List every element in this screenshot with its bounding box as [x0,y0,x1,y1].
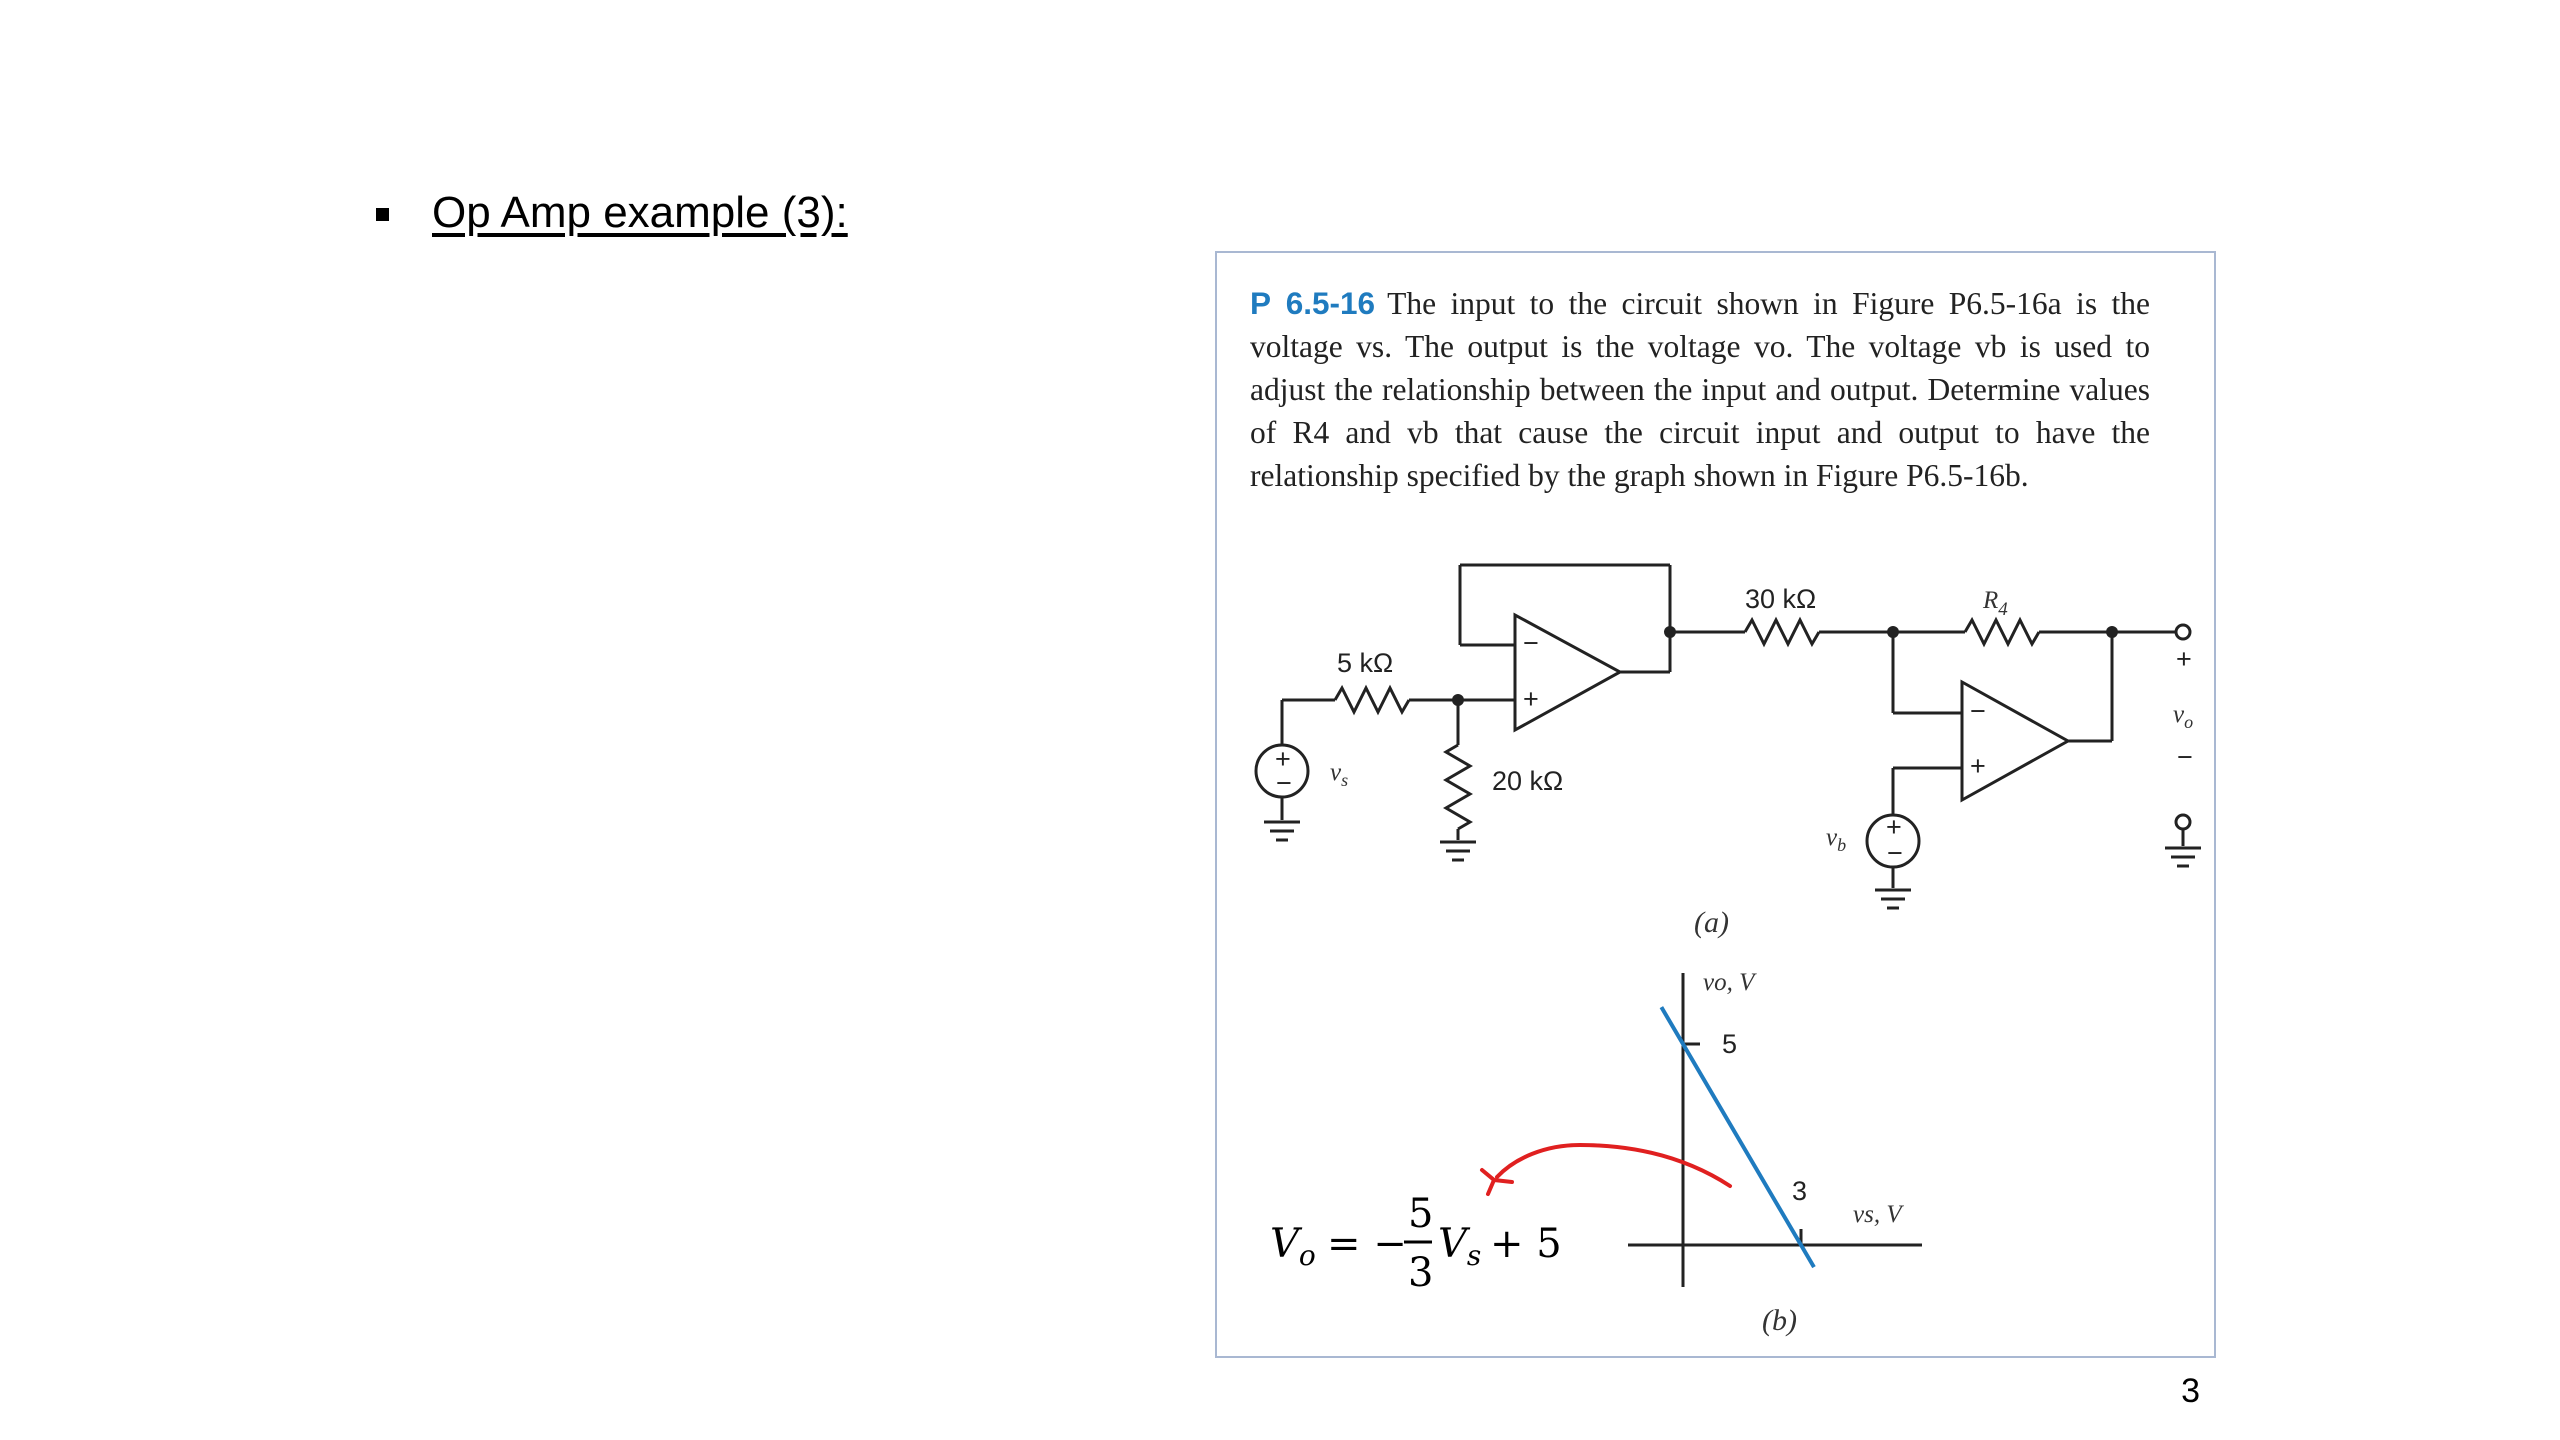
ground-symbol [1264,822,1300,840]
caption-b: (b) [1762,1304,1797,1337]
circuit-diagram [1256,565,2201,908]
source-vb-minus: − [1887,838,1903,868]
y-axis-label: vo, V [1703,969,1755,996]
slide-heading: Op Amp example (3): [432,188,848,237]
resistor-5k [1335,688,1409,712]
equation-lhs: $V_o$ [1270,1221,1316,1272]
label-vs: $v_s$ [1330,759,1349,790]
output-minus: − [2177,742,2193,772]
ground-symbol [1875,890,1911,908]
resistor-30k [1745,620,1819,644]
label-r-ground: 20 kΩ [1492,766,1564,796]
output-terminal-top [2176,625,2190,639]
label-vb: $v_b$ [1826,824,1847,855]
label-r4: $R_4$ [1983,587,2008,620]
equation-equals: = − [1327,1221,1407,1267]
annotation-arrowhead [1482,1170,1512,1194]
caption-a: (a) [1694,906,1729,939]
op-amp-inverting-minus: − [1970,696,1986,726]
equation-rhs: $V_s$ [1438,1221,1482,1272]
source-vs-plus: + [1275,744,1291,774]
slide-number: 3 [2181,1372,2200,1410]
output-plus: + [2176,644,2192,674]
resistor-r4 [1965,620,2039,644]
label-r-input: 5 kΩ [1337,648,1394,678]
y-intercept-label: 5 [1722,1029,1738,1059]
equation-numerator: 5 [1408,1191,1434,1237]
x-axis-label: vs, V [1853,1201,1902,1228]
equation-denominator: 3 [1408,1250,1434,1296]
x-intercept-label: 3 [1792,1176,1808,1206]
label-r-feedback: 30 kΩ [1745,584,1817,614]
annotation-arrow [1497,1145,1730,1186]
source-vb-plus: + [1886,812,1902,842]
problem-text: The input to the circuit shown in Figure P6.5-16a is the voltage vs. The output is the voltage vo. The voltage vb is used to adjust the relationship between the input and output. Determine values of R4 and vb that cause the circuit input and output to have the relationship specified by the graph shown in Figure P6.5-16b. [1250,286,2150,493]
equation-constant: + 5 [1490,1221,1562,1267]
ground-symbol [2165,848,2201,866]
op-amp-buffer-plus: + [1523,684,1539,714]
problem-id: P 6.5-16 [1250,285,1376,321]
equation [1270,1191,1562,1296]
resistor-20k [1446,745,1470,829]
source-vs-minus: − [1276,768,1292,798]
output-terminal-bottom [2176,815,2190,829]
graph-axes [1628,973,1922,1287]
label-vo: $v_o$ [2173,701,2194,732]
op-amp-inverting-plus: + [1970,751,1986,781]
ground-symbol [1440,842,1476,860]
op-amp-buffer-minus: − [1523,628,1539,658]
